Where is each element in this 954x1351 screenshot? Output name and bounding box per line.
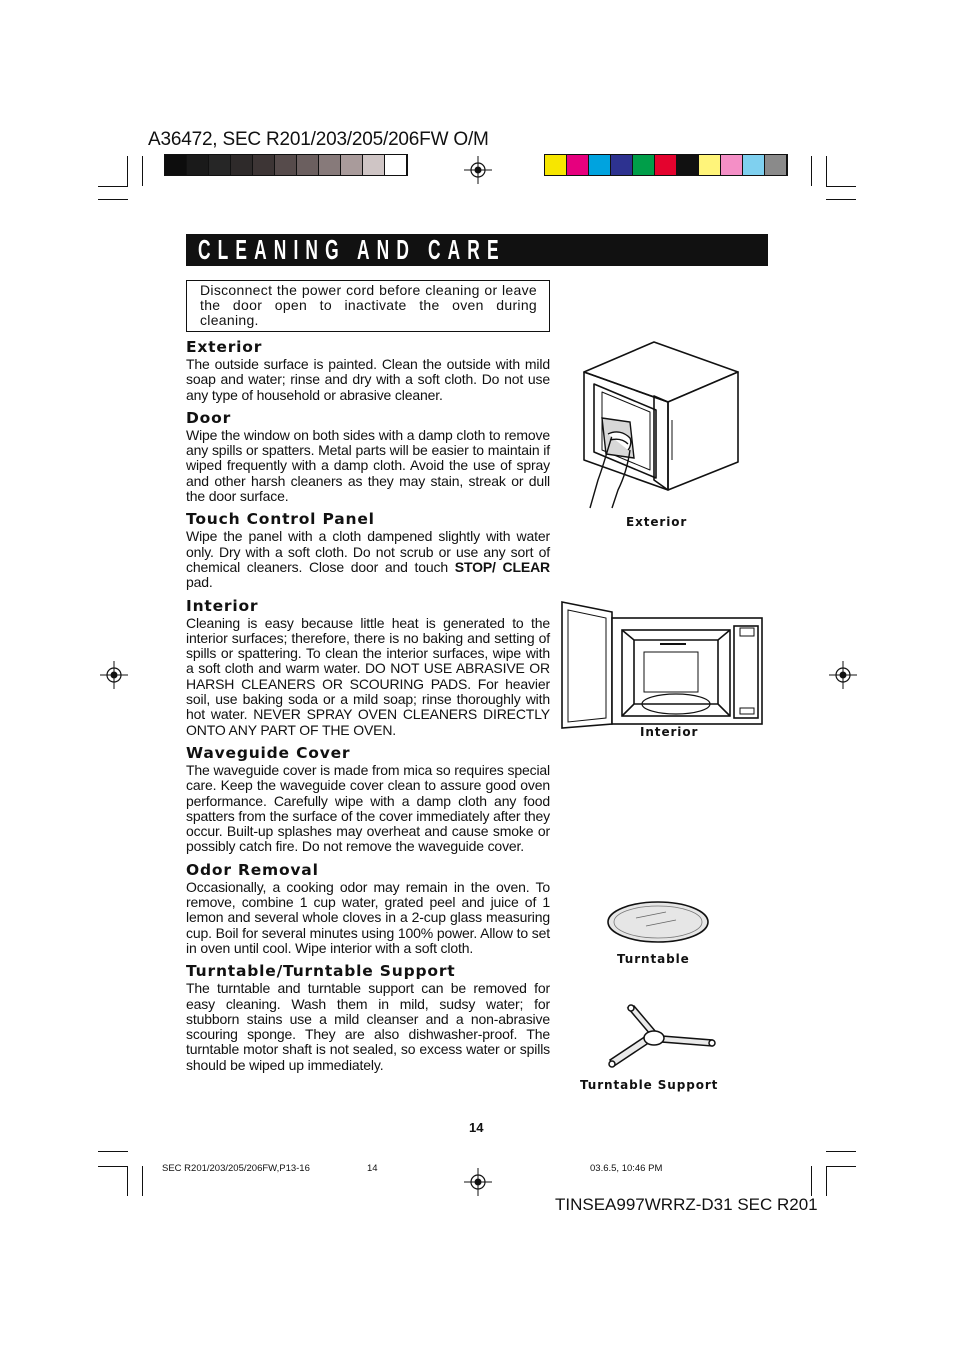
color-swatch: [633, 155, 655, 175]
page-number: 14: [469, 1120, 484, 1135]
document-code: A36472, SEC R201/203/205/206FW O/M: [148, 129, 489, 150]
touch-panel-section: [186, 510, 550, 590]
exterior-body: The outside surface is painted. Clean the outside with mild soap and water; rinse and dry with a soft cloth. Do not use any type of household or abrasive cleaner.: [186, 356, 550, 403]
door-heading: Door: [186, 408, 232, 427]
notice-box: Disconnect the power cord before cleaning or leave the door open to inactivate the oven during cleaning.: [186, 280, 550, 332]
gray-swatch: [319, 155, 341, 175]
registration-mark-icon: [100, 661, 128, 689]
interior-caption: Interior: [640, 725, 699, 739]
turntable-support-illustration: [604, 1004, 716, 1074]
section-title-banner: [186, 234, 768, 266]
exterior-cleaning-illustration: [572, 340, 742, 510]
color-swatch: [611, 155, 633, 175]
stop-clear-pad-label: STOP/ CLEAR: [454, 558, 550, 575]
gray-swatch: [363, 155, 385, 175]
grayscale-calibration-bar: [164, 154, 408, 176]
color-swatch: [589, 155, 611, 175]
exterior-section: [186, 338, 550, 403]
turntable-body: The turntable and turntable support can be removed for easy cleaning. Wash them in mild, sudsy water; for stubborn stains use a mild cleanser and a non-abrasive scouring sponge. They are also dishwasher-proof. The turntable motor shaft is not sealed, so excess water or spills should be wiped up immediately.: [186, 980, 550, 1073]
registration-mark-icon: [829, 661, 857, 689]
touch-panel-text-end: pad.: [186, 574, 213, 591]
turntable-heading: Turntable/Turntable Support: [186, 962, 456, 981]
gray-swatch: [341, 155, 363, 175]
footer-timestamp: 03.6.5, 10:46 PM: [590, 1163, 663, 1174]
gray-swatch: [209, 155, 231, 175]
registration-mark-icon: [464, 156, 492, 184]
turntable-support-caption: Turntable Support: [580, 1078, 719, 1092]
interior-illustration: [560, 600, 765, 730]
gray-swatch: [187, 155, 209, 175]
gray-swatch: [385, 155, 407, 175]
waveguide-heading: Waveguide Cover: [186, 743, 351, 762]
footer-page: 14: [367, 1163, 378, 1174]
interior-body: Cleaning is easy because little heat is generated to the interior surfaces; therefore, there is no baking and setting of spills or spattering. To clean the interior surfaces, wipe with a soft cloth and warm water. DO NOT USE ABRASIVE OR HARSH CLEANERS OR SCOURING PADS. For heavier soil, use baking soda or a mild soap; rinse thoroughly with hot water. NEVER SPRAY OVEN CLEANERS DIRECTLY ONTO ANY PART OF THE OVEN.: [186, 614, 550, 738]
touch-panel-heading: Touch Control Panel: [186, 510, 375, 529]
gray-swatch: [253, 155, 275, 175]
door-section: [186, 409, 550, 504]
gray-swatch: [165, 155, 187, 175]
odor-body: Occasionally, a cooking odor may remain in the oven. To remove, combine 1 cup water, grated peel and juice of 1 lemon and several whole cloves in a 2-cup glass measuring cup. Boil for several minutes using 100% power. Allow to set in oven until cool. Wipe interior with a soft cloth.: [186, 878, 550, 956]
color-swatch: [655, 155, 677, 175]
color-swatch: [743, 155, 765, 175]
exterior-heading: Exterior: [186, 338, 263, 356]
color-calibration-bar: [544, 154, 788, 176]
interior-heading: Interior: [186, 596, 259, 615]
touch-panel-text: Wipe the panel with a cloth dampened slightly with water only. Dry with a soft cloth. Do not scrub or use any sort of chemical cleaners. Close door and touch: [186, 528, 550, 575]
color-swatch: [721, 155, 743, 175]
odor-heading: Odor Removal: [186, 860, 319, 879]
cleaning-instructions: [186, 338, 550, 1079]
color-swatch: [677, 155, 699, 175]
turntable-section: [186, 962, 550, 1073]
odor-section: [186, 861, 550, 956]
page-title: CLEANING AND CARE: [198, 234, 506, 265]
gray-swatch: [231, 155, 253, 175]
turntable-caption: Turntable: [617, 952, 690, 966]
footer-doc-code: TINSEA997WRRZ-D31 SEC R201: [555, 1195, 818, 1214]
color-swatch: [699, 155, 721, 175]
color-swatch: [765, 155, 787, 175]
color-swatch: [545, 155, 567, 175]
color-swatch: [567, 155, 589, 175]
waveguide-body: The waveguide cover is made from mica so requires special care. Keep the waveguide cover clean to assure good oven performance. Carefully wipe with a damp cloth any food spatters from the surface of the cover immediately after they occur. Built-up splashes may overheat and cause smoke or possibly catch fire. Do not remove the waveguide cover.: [186, 761, 550, 855]
exterior-caption: Exterior: [626, 515, 688, 529]
waveguide-section: [186, 744, 550, 855]
registration-mark-icon: [464, 1168, 492, 1196]
touch-panel-body: [186, 529, 550, 590]
door-body: Wipe the window on both sides with a damp cloth to remove any spills or spatters. Metal parts will be easier to maintain if wiped frequently with a damp cloth. Avoid the use of spray and other harsh cleaners as they may stain, streak or dull the door surface.: [186, 426, 550, 505]
gray-swatch: [297, 155, 319, 175]
interior-section: [186, 597, 550, 738]
footer-filename: SEC R201/203/205/206FW,P13-16: [162, 1163, 310, 1174]
gray-swatch: [275, 155, 297, 175]
turntable-illustration: [606, 898, 710, 946]
